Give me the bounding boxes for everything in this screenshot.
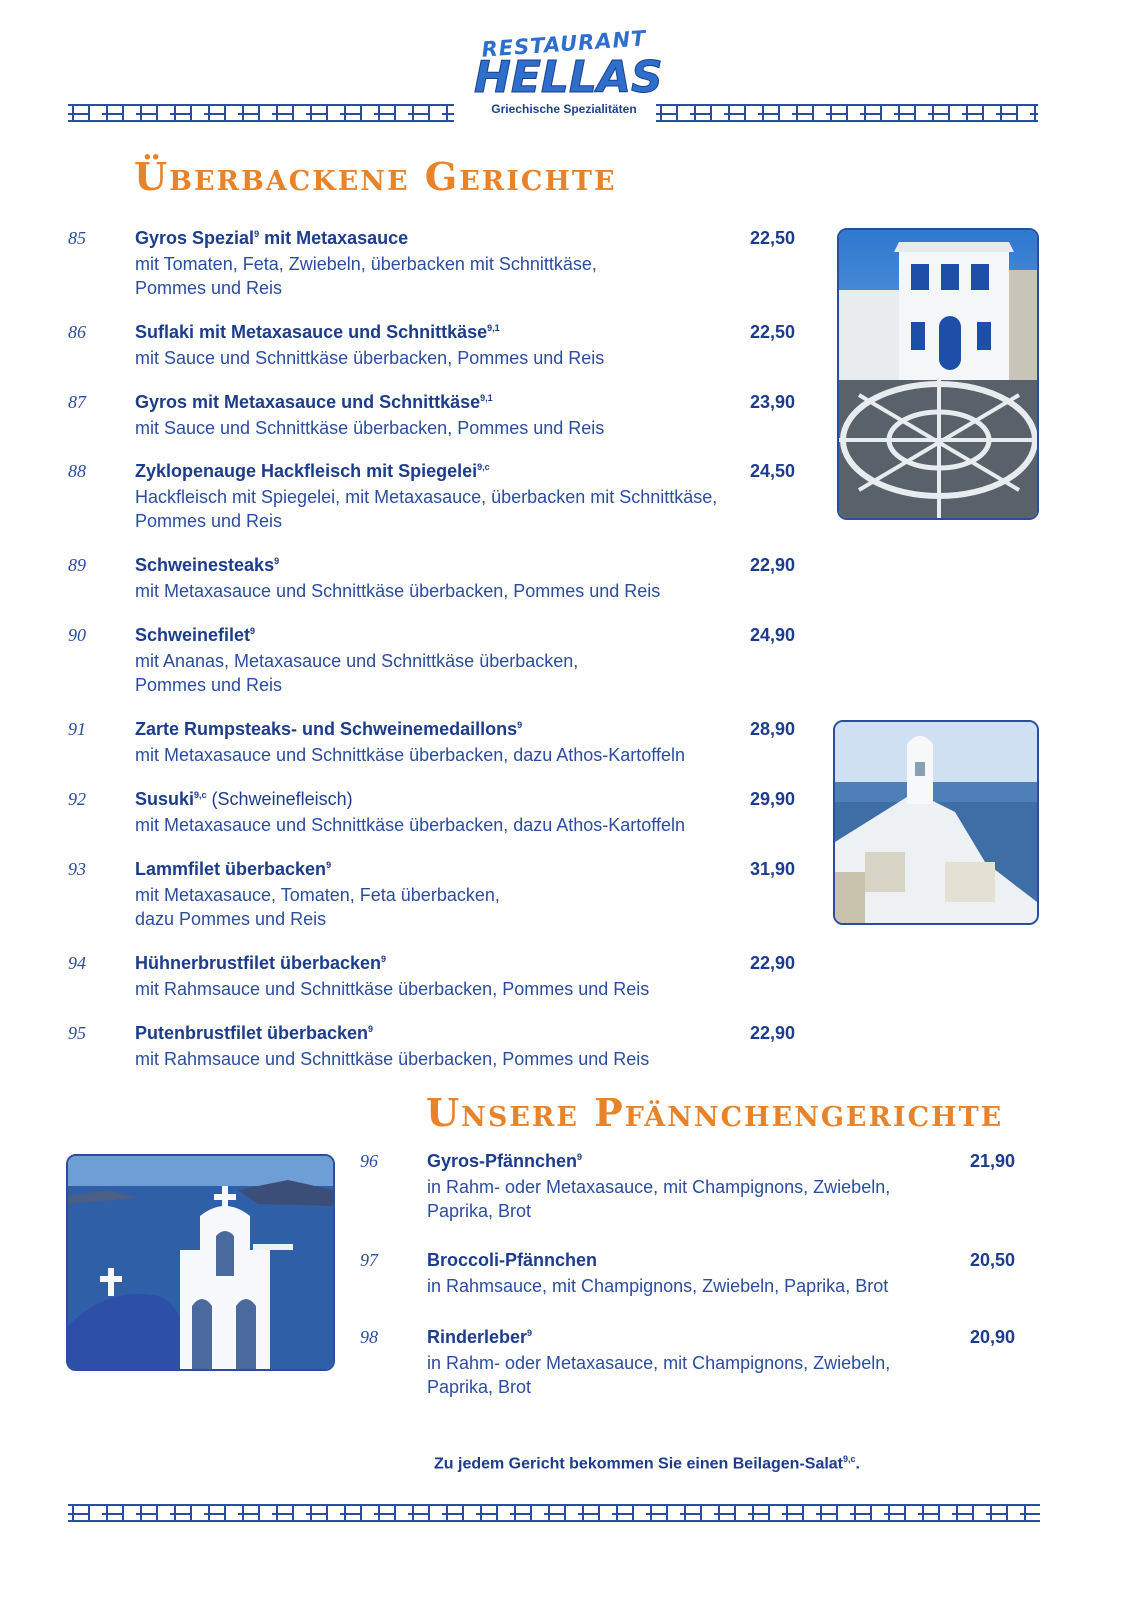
side-salad-note-text: Zu jedem Gericht bekommen Sie einen Beilagen-Salat (434, 1455, 844, 1473)
restaurant-logo (474, 26, 663, 116)
menu-item-description: mit Tomaten, Feta, Zwiebeln, überbacken mit Schnittkäse, (135, 254, 597, 274)
greek-key-border-bottom (68, 1504, 1040, 1522)
menu-item-number: 94 (68, 953, 86, 973)
menu-item-allergens: 9 (381, 954, 387, 964)
menu-item-description: in Rahm- oder Metaxasauce, mit Champignons, Zwiebeln, (427, 1353, 891, 1373)
greek-key-border-top-left (68, 104, 454, 122)
menu-item-description: mit Ananas, Metaxasauce und Schnittkäse überbacken, (135, 651, 579, 671)
menu-item-allergens: 9 (250, 626, 256, 636)
menu-item-title: Gyros-Pfännchen (427, 1151, 578, 1171)
menu-item-description: in Rahmsauce, mit Champignons, Zwiebeln, Paprika, Brot (427, 1276, 889, 1296)
menu-item-name (135, 953, 386, 974)
menu-item-title: Hühnerbrustfilet überbacken (135, 953, 382, 973)
menu-item-description: Paprika, Brot (427, 1201, 532, 1221)
menu-item-title: Gyros mit Metaxasauce und Schnittkäse (135, 392, 481, 412)
menu-item-number: 96 (360, 1151, 378, 1171)
menu-item-name (135, 719, 522, 740)
menu-item-title: Zarte Rumpsteaks- und Schweinemedaillons (135, 719, 518, 739)
menu-item-number: 97 (360, 1250, 378, 1270)
menu-item-price: 20,90 (970, 1327, 1016, 1347)
menu-item-price: 29,90 (750, 789, 796, 809)
menu-item-number: 91 (68, 719, 86, 739)
menu-item-allergens: 9,c (194, 790, 207, 800)
photo-santorini-church (833, 720, 1039, 925)
menu-item-description: in Rahm- oder Metaxasauce, mit Champignons, Zwiebeln, (427, 1177, 891, 1197)
menu-item-number: 95 (68, 1023, 86, 1043)
menu-item-price: 22,50 (750, 228, 796, 248)
menu-item-name (135, 859, 331, 880)
menu-item-name (427, 1327, 532, 1348)
menu-item-description: Pommes und Reis (135, 511, 283, 531)
menu-item-allergens: 9 (254, 229, 260, 239)
photo-santorini-bell-tower (66, 1154, 335, 1371)
menu-item-name (135, 789, 353, 810)
menu-item-description: dazu Pommes und Reis (135, 909, 327, 929)
menu-item-name (427, 1250, 597, 1271)
menu-item-description: Paprika, Brot (427, 1377, 532, 1397)
menu-item-description: mit Sauce und Schnittkäse überbacken, Pommes und Reis (135, 348, 605, 368)
menu-item-title: Broccoli-Pfännchen (427, 1250, 598, 1270)
menu-item-number: 92 (68, 789, 86, 809)
menu-item-number: 87 (68, 392, 86, 412)
menu-item-title: Rinderleber (427, 1327, 528, 1347)
section-title-ueberbackene: Überbackene Gerichte (134, 154, 617, 199)
menu-item-price: 22,90 (750, 1023, 796, 1043)
menu-item-name-suffix: (Schweinefleisch) (206, 789, 353, 809)
menu-item-price: 24,90 (750, 625, 796, 645)
menu-item-allergens: 9 (517, 720, 523, 730)
menu-item-description: mit Metaxasauce und Schnittkäse überbacken, dazu Athos-Kartoffeln (135, 815, 685, 835)
menu-item-allergens: 9 (326, 860, 332, 870)
menu-item-number: 85 (68, 228, 86, 248)
greek-key-border-top-right (656, 104, 1038, 122)
menu-item-number: 90 (68, 625, 86, 645)
menu-item-allergens: 9 (274, 556, 280, 566)
logo-hellas-text: HELLAS (474, 52, 663, 103)
menu-item-name-suffix: mit Metaxasauce (259, 228, 409, 248)
menu-item-allergens: 9 (527, 1328, 533, 1338)
menu-item-name (135, 322, 500, 343)
menu-item-description: mit Sauce und Schnittkäse überbacken, Pommes und Reis (135, 418, 605, 438)
menu-item-allergens: 9 (577, 1152, 583, 1162)
menu-item-title: Suflaki mit Metaxasauce und Schnittkäse (135, 322, 488, 342)
menu-item-price: 23,90 (750, 392, 796, 412)
menu-item-title: Schweinefilet (135, 625, 251, 645)
menu-item-name (135, 228, 408, 249)
menu-item-price: 22,90 (750, 953, 796, 973)
menu-item-name (135, 461, 490, 482)
menu-item-description: Pommes und Reis (135, 278, 283, 298)
side-salad-note (434, 1454, 860, 1473)
menu-item-number: 98 (360, 1327, 378, 1347)
side-salad-note-allergens: 9,c (843, 1454, 856, 1464)
menu-item-title: Susuki (135, 789, 195, 809)
menu-item-description: Hackfleisch mit Spiegelei, mit Metaxasauce, überbacken mit Schnittkäse, (135, 487, 718, 507)
side-salad-note-end: . (855, 1455, 860, 1473)
logo-restaurant-text: RESTAURANT (480, 26, 648, 62)
menu-item-price: 24,50 (750, 461, 796, 481)
menu-item-name (135, 1023, 373, 1044)
menu-item-price: 22,50 (750, 322, 796, 342)
menu-item-name (135, 625, 255, 646)
menu-item-description: mit Metaxasauce und Schnittkäse überbacken, dazu Athos-Kartoffeln (135, 745, 685, 765)
menu-item-number: 93 (68, 859, 86, 879)
menu-item-name (135, 555, 279, 576)
menu-item-allergens: 9,c (477, 462, 490, 472)
menu-item-number: 89 (68, 555, 86, 575)
menu-item-name (427, 1151, 582, 1172)
menu-item-allergens: 9 (368, 1024, 374, 1034)
menu-item-number: 86 (68, 322, 86, 342)
logo-subtitle: Griechische Spezialitäten (491, 102, 637, 116)
photo-greek-house (837, 228, 1039, 520)
section-title-pfaennchen: Unsere Pfännchengerichte (426, 1090, 1004, 1135)
menu-item-title: Putenbrustfilet überbacken (135, 1023, 369, 1043)
menu-item-price: 31,90 (750, 859, 796, 879)
menu-item-price: 20,50 (970, 1250, 1016, 1270)
menu-item-title: Zyklopenauge Hackfleisch mit Spiegelei (135, 461, 478, 481)
menu-item-price: 22,90 (750, 555, 796, 575)
menu-item-number: 88 (68, 461, 86, 481)
menu-item-price: 28,90 (750, 719, 796, 739)
menu-item-title: Gyros Spezial (135, 228, 255, 248)
menu-item-price: 21,90 (970, 1151, 1016, 1171)
menu-item-description: mit Rahmsauce und Schnittkäse überbacken, Pommes und Reis (135, 1049, 650, 1069)
menu-item-description: mit Metaxasauce und Schnittkäse überbacken, Pommes und Reis (135, 581, 661, 601)
menu-item-description: mit Metaxasauce, Tomaten, Feta überbacken, (135, 885, 500, 905)
menu-item-description: Pommes und Reis (135, 675, 283, 695)
menu-item-description: mit Rahmsauce und Schnittkäse überbacken, Pommes und Reis (135, 979, 650, 999)
menu-item-allergens: 9,1 (480, 393, 493, 403)
menu-item-name (135, 392, 493, 413)
menu-item-title: Schweinesteaks (135, 555, 275, 575)
menu-item-allergens: 9,1 (487, 323, 500, 333)
menu-item-title: Lammfilet überbacken (135, 859, 327, 879)
